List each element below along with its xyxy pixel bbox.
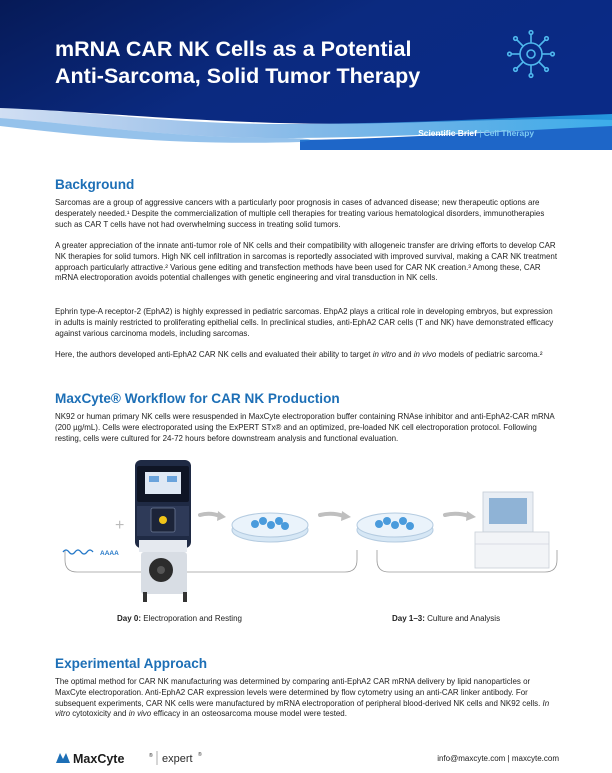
arrow-icon	[200, 514, 220, 516]
italic-run: in vivo	[128, 709, 152, 719]
footer-contact[interactable]: info@maxcyte.com | maxcyte.com	[437, 754, 559, 763]
text-run: and	[396, 350, 414, 359]
header-banner	[0, 0, 612, 150]
italic-run: in vivo	[413, 350, 437, 359]
text-run: cytotoxicity and	[70, 709, 129, 719]
workflow-heading: MaxCyte® Workflow for CAR NK Production	[55, 391, 340, 406]
mrna-label: AAAA	[100, 550, 119, 557]
partner-name: expert	[162, 753, 193, 765]
text-run: efficacy in an osteosarcoma mouse model were tested.	[151, 709, 347, 719]
title-line-2: Anti-Sarcoma, Solid Tumor Therapy	[55, 64, 421, 88]
italic-run: in vitro	[372, 350, 397, 359]
title-line-1: mRNA CAR NK Cells as a Potential	[55, 37, 412, 61]
page-title	[55, 36, 420, 90]
experimental-heading: Experimental Approach	[55, 656, 208, 671]
text-run: Here, the authors developed anti-EphA2 CAR NK cells and evaluated their ability to target	[55, 350, 373, 359]
cell-virus-icon	[505, 28, 557, 80]
flow-cytometer-icon	[475, 492, 549, 568]
day0-caption	[117, 614, 242, 623]
brief-label	[418, 128, 534, 138]
text-run: The optimal method for CAR NK manufacturing was determined by comparing anti-EphA2 CAR mRNA delivery by lipid nanoparticles or MaxCyte electroporation. Anti-EphA2 CAR expression levels were determined by flow cytometry using an anti-CAR linker antibody. For subsequent experiments, CAR NK cells were manufactured by mRNA electroporation of peripheral blood-derived NK cells and NK92 cells.	[55, 677, 543, 708]
brand-name: MaxCyte	[73, 752, 125, 766]
arrow-icon	[445, 514, 469, 516]
caption-day: Day 0:	[117, 614, 142, 623]
caption-day: Day 1–3:	[392, 614, 425, 623]
plus-icon: +	[115, 517, 125, 534]
brief-type: Scientific Brief	[418, 128, 477, 138]
brief-separator: |	[476, 128, 484, 138]
mrna-strand	[63, 550, 93, 554]
culture-dish-1	[232, 513, 308, 542]
arrow-icon	[466, 511, 476, 521]
background-paragraph-4	[55, 350, 559, 361]
arrow-icon	[217, 511, 226, 521]
brand-mark: ®	[149, 753, 153, 759]
day13-caption	[392, 614, 500, 623]
background-heading: Background	[55, 177, 135, 192]
background-paragraph-2: A greater appreciation of the innate anti-tumor role of NK cells and their compatibility with allogeneic transfer are driving efforts to develop CAR NK therapies for solid tumors. High NK cell infiltration in sarcomas is reportedly associated with improved survival, making a CAR NK treatment approach particularly attractive.² Various gene editing and transfection methods have been used for CAR NK creation.³ Among these, CAR mRNA electroporation avoids potential challenges with genetic engineering and viral transduction in NK cells.	[55, 241, 558, 283]
italic-run: In vitro	[55, 698, 550, 719]
brief-category: Cell Therapy	[483, 128, 534, 138]
text-run: models of pediatric sarcoma.²	[436, 350, 543, 359]
workflow-diagram	[55, 460, 565, 610]
workflow-paragraph: NK92 or human primary NK cells were resuspended in MaxCyte electroporation buffer containing RNAse inhibitor and anti-EphA2-CAR mRNA (200 µg/mL). Cells were electroporated using the ExPERT STx® and an optimized, pre-loaded NK cell electroporation protocol. Following resting, cells were cultured for 24-72 hours before downstream analysis and functional evaluation.	[55, 412, 555, 443]
background-paragraph-3: Ephrin type-A receptor-2 (EphA2) is highly expressed in pediatric sarcomas. EhpA2 plays a critical role in developing embryos, but expression in adults is mainly restricted to proliferating epithelial cells. In preclinical studies, anti-EphA2 CAR cells (T and NK) have demonstrated efficacy against various carcinoma models, including sarcomas.	[55, 307, 554, 338]
maxcyte-logo	[55, 748, 245, 768]
partner-mark: ®	[198, 752, 202, 758]
culture-dish-2	[357, 513, 433, 542]
arrow-icon	[341, 511, 351, 521]
experimental-paragraph	[55, 677, 559, 720]
caption-text: Culture and Analysis	[424, 614, 501, 623]
arrow-icon	[320, 514, 344, 516]
footer-logos	[55, 748, 245, 768]
background-paragraph-1: Sarcomas are a group of aggressive cancers with a particularly poor prognosis in cases of advanced disease; new therapeutic options are desperately needed.¹ Despite the commercialization of multiple cell therapies for treating various hematological disorders, immunotherapies such as CAR T cells have not had overwhelming success in treating solid tumors.	[55, 198, 545, 229]
caption-text: Electroporation and Resting	[141, 614, 242, 623]
expert-stx-device	[135, 460, 191, 602]
maxcyte-mark-icon	[56, 753, 70, 763]
